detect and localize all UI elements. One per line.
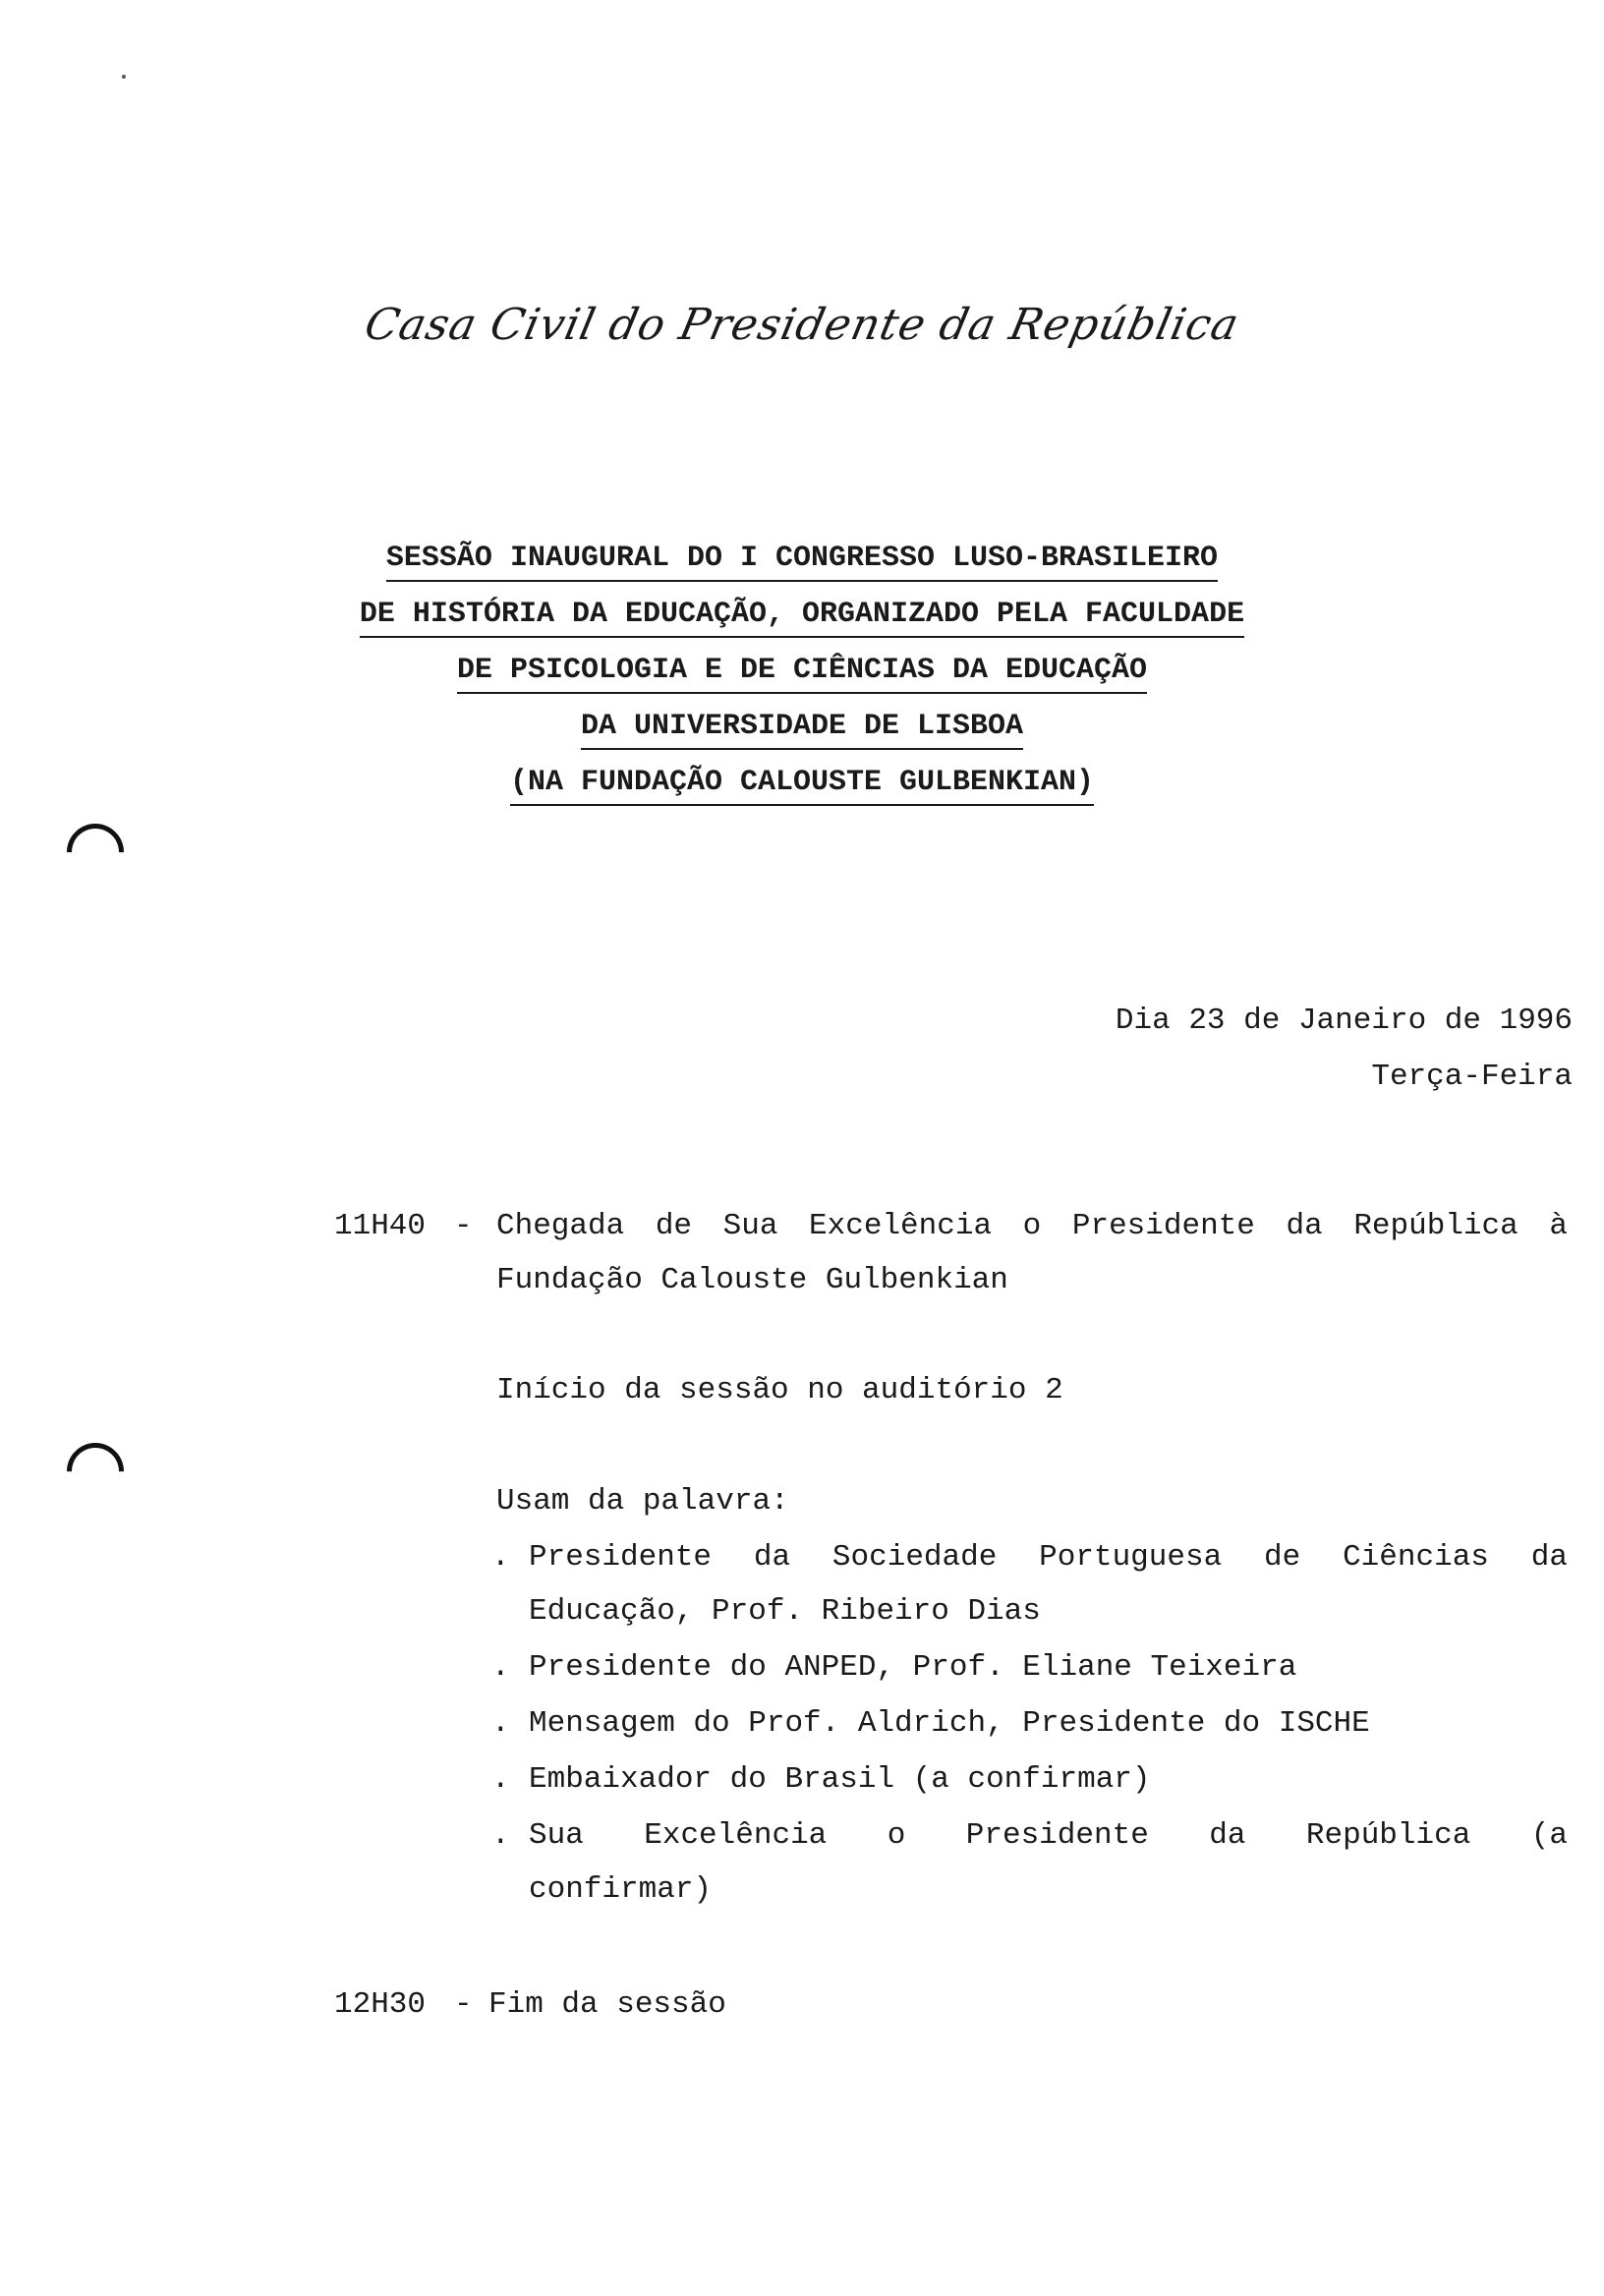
speaker-5-line-2: confirmar) [529,1872,713,1907]
scan-speck [122,75,126,79]
bullet: . [491,1706,510,1741]
punch-hole-mark [55,1431,136,1512]
title-line-3: DE PSICOLOGIA E DE CIÊNCIAS DA EDUCAÇÃO [0,643,1604,699]
speaker-2-text: Presidente do ANPED, Prof. Eliane Teixeira [529,1650,1297,1685]
speaker-4-text: Embaixador do Brasil (a confirmar) [529,1762,1151,1797]
date-line: Dia 23 de Janeiro de 1996 [1115,1004,1573,1038]
session-end: Fim da sessão [488,1987,726,2022]
arrival-line-2: Fundação Calouste Gulbenkian [496,1263,1008,1297]
bullet: . [491,1650,510,1685]
date-block [1116,993,1573,1105]
title-line-2: DE HISTÓRIA DA EDUCAÇÃO, ORGANIZADO PELA FACULDADE [0,587,1604,643]
speakers-intro: Usam da palavra: [496,1484,789,1519]
session-start: Início da sessão no auditório 2 [496,1373,1063,1407]
document-title [0,531,1604,811]
arrival-line-1: Chegada de Sua Excelência o Presidente da República à [496,1209,1568,1243]
agenda-time-2: 12H30 [334,1987,427,2022]
speaker-1-line-2: Educação, Prof. Ribeiro Dias [529,1594,1041,1629]
weekday-line: Terça-Feira [1371,1060,1573,1094]
title-line-5: (NA FUNDAÇÃO CALOUSTE GULBENKIAN) [0,755,1604,811]
letterhead: Casa Civil do Presidente da República [360,300,1244,350]
agenda-dash-1: - [454,1209,473,1243]
bullet: . [491,1762,510,1797]
bullet: . [491,1818,510,1853]
speaker-3-text: Mensagem do Prof. Aldrich, Presidente do ISCHE [529,1706,1370,1741]
speaker-1-line-1: Presidente da Sociedade Portuguesa de Ciências da [529,1540,1568,1575]
title-line-4: DA UNIVERSIDADE DE LISBOA [0,699,1604,755]
agenda-dash-2: - [454,1987,473,2022]
speaker-5-line-1: Sua Excelência o Presidente da República (a [529,1818,1568,1853]
bullet: . [491,1540,510,1575]
punch-hole-mark [55,812,136,892]
agenda-time-1: 11H40 [334,1209,427,1243]
title-line-1: SESSÃO INAUGURAL DO I CONGRESSO LUSO-BRASILEIRO [0,531,1604,587]
